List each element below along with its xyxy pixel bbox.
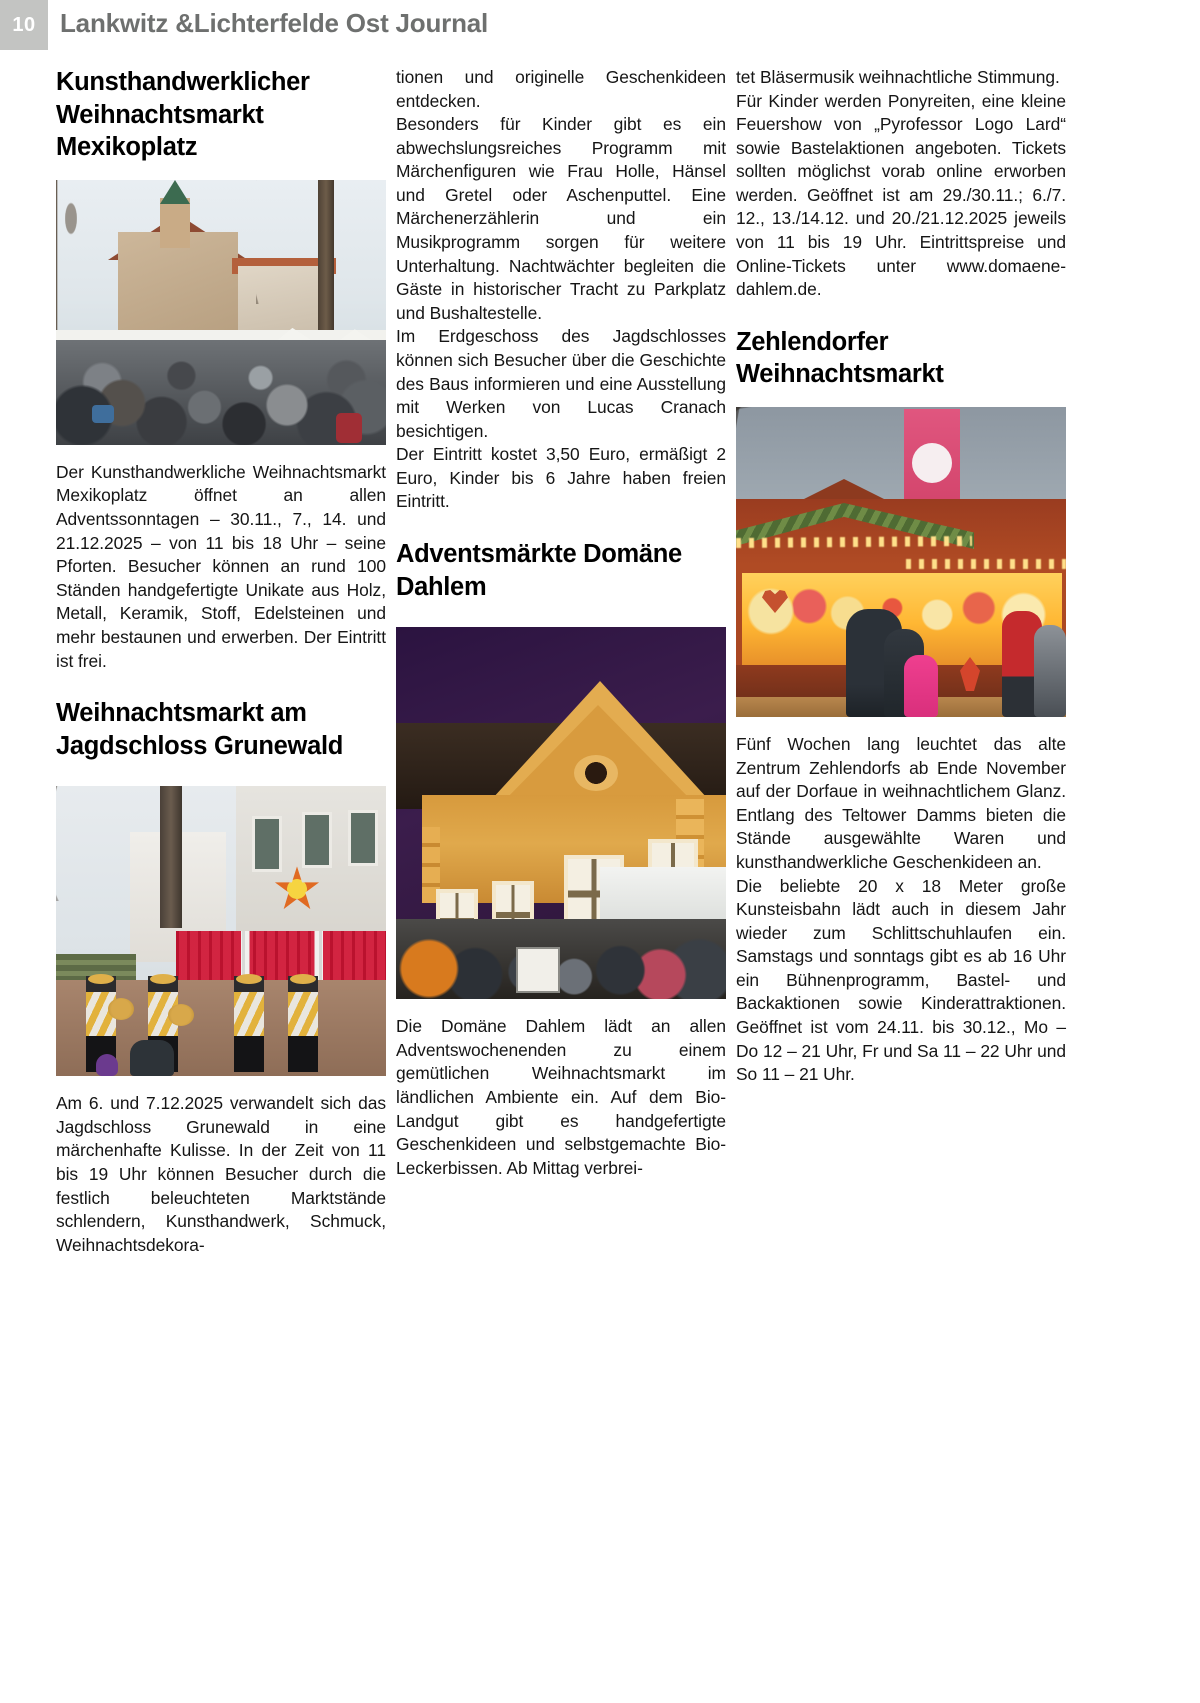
- photo-tower: [160, 198, 190, 248]
- photo-striped-coat: [288, 992, 318, 1036]
- heading-domaene-dahlem: Adventsmärkte Domäne Dahlem: [396, 539, 682, 601]
- photo-hat: [236, 974, 262, 984]
- photo-seated-child: [130, 1040, 174, 1076]
- masthead-title: Lankwitz &Lichterfelde Ost Journal: [60, 8, 489, 38]
- photo-tree-left: [56, 180, 120, 346]
- body-mexikoplatz: Der Kunsthandwerkliche Weihnachtsmarkt Mexikoplatz öffnet an allen Adventssonntagen – 30.11., 7., 14. und 21.12.2025 – von 11 bis 18 Uhr – seine Pforten. Besucher können an rund 100 Ständen handgefertigte Unikate aus Holz, Metall, Keramik, Stoff, Edelsteinen und mehr bestaunen und erwerben. Der Eintritt ist frei.: [56, 461, 386, 671]
- photo-musician: [288, 976, 318, 1072]
- body-jagdschloss-col2-c: Im Erdgeschoss des Jagdschlosses können sich Besucher über die Geschichte des Baus informieren und eine Ausstellung mit Werken von Lucas Cranach besichtigen.: [396, 326, 726, 441]
- photo-spire: [160, 180, 190, 204]
- heading-zehlendorfer: Zehlendorfer Weihnachtsmarkt: [736, 327, 944, 389]
- page-number: 10: [12, 14, 36, 36]
- photo-visitors: [396, 919, 726, 999]
- body-jagdschloss-col2-b: Besonders für Kinder gibt es ein abwechslungsreiches Programm mit Märchenfiguren wie Frau Holle, Hänsel und Gretel oder Aschenputtel. Eine Märchenerzählerin und ein Musikprogramm sorgen für weitere Unterhaltung. Nachtwächter begleiten die Gäste in historischer Tracht zu Parkplatz und Bushaltestelle.: [396, 114, 726, 323]
- spacer: [736, 302, 1066, 326]
- photo-musician: [234, 976, 264, 1072]
- column-3: [736, 66, 1066, 1087]
- photo-banner-emblem: [912, 443, 952, 483]
- spacer: [736, 717, 1066, 733]
- heading-mexikoplatz: Kunsthandwerklicher Weihnachtsmarkt Mexikoplatz: [56, 68, 310, 162]
- photo-window: [302, 812, 332, 868]
- photo-window: [348, 810, 378, 866]
- spacer: [56, 1076, 386, 1092]
- spacer: [56, 673, 386, 697]
- spacer: [56, 445, 386, 461]
- photo-zehlendorf-market-stall: [736, 407, 1066, 717]
- spacer: [396, 999, 726, 1015]
- body-domaene-col3-b: Für Kinder werden Ponyreiten, eine kleine Feuershow von „Pyrofessor Logo Lard“ sowie Bastelaktionen angeboten. Tickets sollten möglichst vorab online erworben werden. Geöffnet ist am 29./30.11.; 6./7. 12., 13./14.12. und 20./21.12.2025 jeweils von 11 bis 19 Uhr. Eintrittspreise und Online-Tickets unter www.domaene-dahlem.de.: [736, 90, 1066, 300]
- body-zehlendorf-b: Die beliebte 20 x 18 Meter große Kunsteisbahn lädt auch in diesem Jahr wieder zum Schlittschuhlaufen ein. Samstags und sonntags gibt es ab 16 Uhr ein Bühnenprogramm, Bastel- und Backaktionen sowie Kinderattraktionen. Geöffnet ist vom 24.11. bis 30.12., Mo – Do 12 – 21 Uhr, Fr und Sa 11 – 22 Uhr und So 11 – 21 Uhr.: [736, 875, 1066, 1085]
- photo-purple-beanie: [96, 1054, 118, 1076]
- body-domaene-col2: Die Domäne Dahlem lädt an allen Adventswochenenden zu einem gemütlichen Weihnachtsmarkt im ländlichen Ambiente ein. Auf dem Bio-Landgut gibt es handgefertigte Geschenkideen und selbstgemachte Bio-Leckerbissen. Ab Mittag verbrei-: [396, 1016, 726, 1178]
- photo-blue-scarf: [92, 405, 114, 423]
- spacer: [396, 603, 726, 627]
- photo-hat: [88, 974, 114, 984]
- photo-fairy-lights: [906, 559, 1066, 569]
- photo-hat: [290, 974, 316, 984]
- photo-red-backpack: [336, 413, 362, 443]
- body-domaene-col3-a: tet Bläsermusik weihnachtliche Stimmung.: [736, 67, 1060, 87]
- photo-visitor: [1034, 625, 1066, 717]
- photo-child-pink-suit: [904, 655, 938, 717]
- photo-oculus-window: [574, 755, 618, 791]
- body-jagdschloss-col1: Am 6. und 7.12.2025 verwandelt sich das Jagdschloss Grunewald in eine märchenhafte Kulisse. In der Zeit von 11 bis 19 Uhr können Besucher durch die festlich beleuchteten Marktstände schlendern, Kunsthandwerk, Schmuck, Weihnachtsdekora-: [56, 1093, 386, 1255]
- photo-fairy-lights: [736, 536, 972, 548]
- photo-striped-coat: [234, 992, 264, 1036]
- spacer: [56, 164, 386, 180]
- photo-domaene-dahlem-building: [396, 627, 726, 999]
- column-1: [56, 66, 386, 1257]
- photo-tree-trunk: [160, 786, 182, 928]
- photo-mexikoplatz-market: [56, 180, 386, 445]
- body-jagdschloss-col2-a: tionen und originelle Geschenkideen entdecken.: [396, 67, 726, 111]
- photo-branches: [256, 180, 386, 304]
- heading-jagdschloss: Weihnachtsmarkt am Jagdschloss Grunewald: [56, 699, 344, 760]
- body-jagdschloss-col2-d: Der Eintritt kostet 3,50 Euro, ermäßigt 2 Euro, Kinder bis 6 Jahre haben freien Eintritt.: [396, 444, 726, 512]
- spacer: [736, 391, 1066, 407]
- photo-hat: [150, 974, 176, 984]
- spacer: [56, 762, 386, 786]
- spacer: [396, 514, 726, 538]
- photo-info-sign: [516, 947, 560, 993]
- photo-jagdschloss-band: [56, 786, 386, 1076]
- page-header: [0, 0, 1200, 50]
- column-2: [396, 66, 726, 1180]
- body-zehlendorf-a: Fünf Wochen lang leuchtet das alte Zentrum Zehlendorfs ab Ende November auf der Dorfaue in weihnachtlichem Glanz. Entlang des Teltower Damms bieten die Stände ausgewählte Waren und kunsthandwerkliche Geschenkideen an.: [736, 734, 1066, 872]
